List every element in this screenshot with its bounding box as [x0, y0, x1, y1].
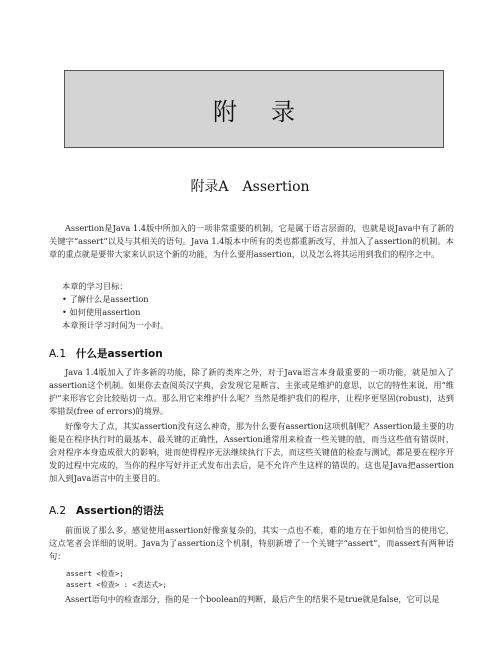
section-number: A.1 [49, 348, 67, 360]
time-note: 本章预计学习时间为一小时。 [62, 320, 169, 330]
code-line: assert <检查>; [66, 569, 124, 578]
appendix-banner [64, 70, 444, 148]
section-paragraph: Java 1.4版加入了许多新的功能，除了新的类库之外，对于Java语言本身最重要的一项功能，就是加入了assertion这个机制。如果你去查阅英汉字典，会发现它是断言、主张或是维护的意思，以它的特性来说，用“维护”来形容它会比较贴切一点。那么用它来维护什么呢？当然是维护我们的程序，让程序更坚固(robust)，达到零错误(free of errors)的境界。 [49, 367, 454, 416]
intro-paragraph: Assertion是Java 1.4版中所加入的一项非常重要的机制，它是属于语言层面的，也就是说Java中有了新的关键字“assert”以及与其相关的语句。Java 1.4版本中所有的类也都重新改写，并加入了assertion的机制。本章的重点就是要带大家来认识这个新的功能，为什么要用assertion，以及怎么将其运用到我们的程序之中。 [49, 223, 454, 259]
section-title: 什么是assertion [76, 348, 163, 360]
section-heading [49, 503, 164, 518]
code-line: assert <检查> : <表达式>; [66, 580, 167, 589]
section-number: A.2 [49, 505, 67, 517]
section-heading [49, 346, 163, 361]
goal-item: • 如何使用assertion [62, 306, 140, 319]
section-paragraph-continued: Assert语句中的检查部分，指的是一个boolean的判断，最后产生的结果不是true就是false，它可以是 [65, 594, 440, 604]
chapter-title: 附录A Assertion [190, 179, 310, 195]
section-paragraph: 好像夸大了点，其实assertion没有这么神奇，那为什么要有assertion这项机制呢？Assertion最主要的功能是在程序执行时的最基本、最关键的正确性，Assertion通常用来检查一些关键的值，而当这些值有错误时，会对程序本身造成很大的影响，进而使得程序无法继续执行下去，而这些关键值的检查与测试，都是要在程序开发的过程中完成的，当你的程序写好并正式发布出去后，是不允许产生这样的错误的。这也是Java把assertion加入到Java语言中的主要目的。 [49, 421, 454, 483]
banner-title: 附录 [213, 97, 329, 126]
section-title: Assertion的语法 [76, 505, 164, 517]
goals-label: 本章的学习目标： [62, 281, 128, 291]
goal-item: • 了解什么是assertion [62, 293, 149, 306]
section-paragraph: 前面说了那么多，感觉使用assertion好像蛮复杂的，其实一点也不难，难的地方在于如何恰当的使用它，这点笔者会详细的说明。Java为了assertion这个机制，特别新增了一个关键字“assert”，而assert有两种语句： [49, 525, 454, 561]
